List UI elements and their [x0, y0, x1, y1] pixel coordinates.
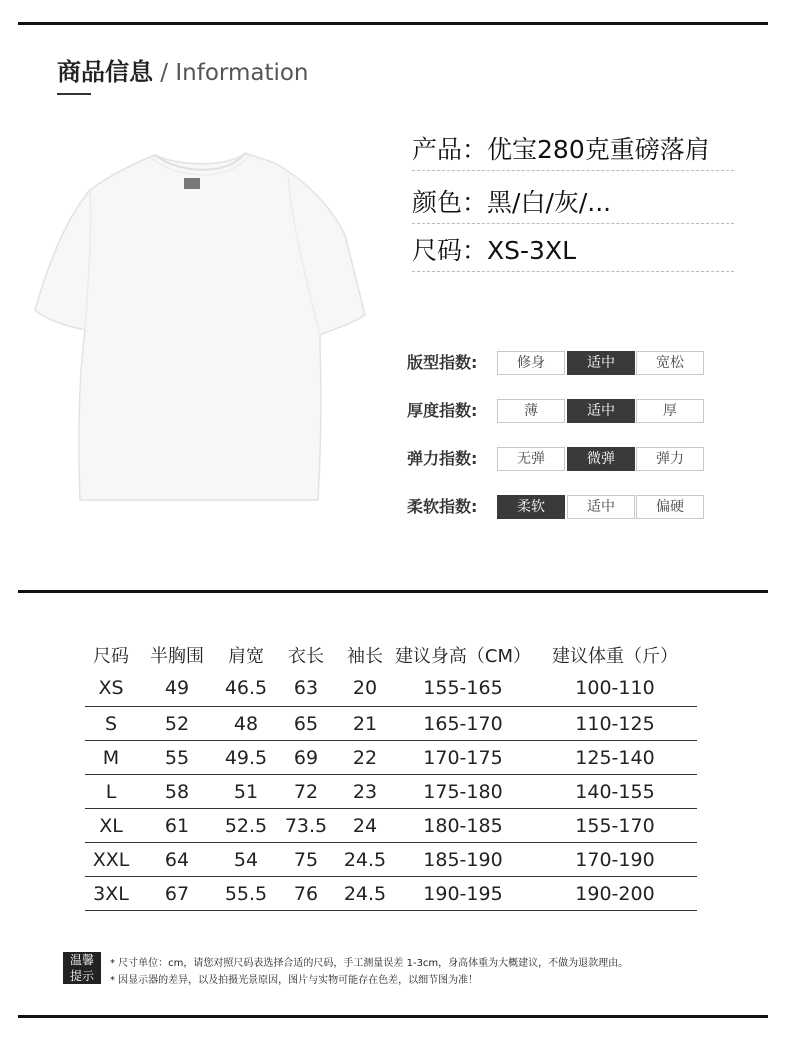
table-cell: 185-190 [393, 843, 533, 877]
table-cell: 23 [337, 775, 393, 809]
table-cell: 52.5 [217, 809, 275, 843]
table-cell: 155-165 [393, 670, 533, 707]
table-cell: 190-195 [393, 877, 533, 911]
product-name-row [412, 130, 734, 171]
table-cell: 170-190 [533, 843, 697, 877]
product-name-label: 产品： [412, 135, 488, 164]
table-cell: 49.5 [217, 741, 275, 775]
softness-option-soft: 柔软 [497, 495, 565, 519]
size-table-header [85, 640, 697, 670]
elasticity-index-label: 弹力指数: [407, 449, 478, 468]
table-cell: M [85, 741, 137, 775]
product-size-row [412, 231, 734, 272]
table-cell: 155-170 [533, 809, 697, 843]
tip-measurement-note: * 尺寸单位：cm，请您对照尺码表选择合适的尺码，手工测量误差 1-3cm，身高体重为大概建议，不做为退款理由。 [110, 958, 629, 969]
table-cell: 67 [137, 877, 217, 911]
table-cell: 24.5 [337, 843, 393, 877]
table-cell: S [85, 707, 137, 741]
thickness-option-medium: 适中 [567, 399, 635, 423]
table-cell: 51 [217, 775, 275, 809]
table-cell: 49 [137, 670, 217, 707]
middle-divider [18, 590, 768, 593]
thickness-option-thick: 厚 [636, 399, 704, 423]
table-cell: 52 [137, 707, 217, 741]
table-cell: XS [85, 670, 137, 707]
fit-option-loose: 宽松 [636, 351, 704, 375]
table-cell: 65 [275, 707, 337, 741]
table-row [85, 877, 697, 911]
section-title-cn: 商品信息 [57, 58, 153, 86]
table-cell: 73.5 [275, 809, 337, 843]
table-cell: 170-175 [393, 741, 533, 775]
elasticity-option-slight: 微弹 [567, 447, 635, 471]
header-size: 尺码 [93, 646, 129, 667]
table-row [85, 670, 697, 707]
tips-badge-line1: 温馨 [69, 953, 94, 967]
bottom-divider [18, 1015, 768, 1018]
tips-badge-line2: 提示 [69, 969, 94, 983]
table-cell: 54 [217, 843, 275, 877]
header-sleeve: 袖长 [347, 646, 383, 667]
elasticity-option-stretch: 弹力 [636, 447, 704, 471]
table-cell: 175-180 [393, 775, 533, 809]
fit-index-label: 版型指数: [407, 353, 478, 372]
softness-index-label: 柔软指数: [407, 497, 478, 516]
header-length: 衣长 [288, 646, 324, 667]
neck-label-icon [184, 178, 200, 189]
header-half-chest: 半胸围 [150, 646, 204, 667]
table-cell: 180-185 [393, 809, 533, 843]
table-cell: 24.5 [337, 877, 393, 911]
table-cell: XL [85, 809, 137, 843]
table-cell: 22 [337, 741, 393, 775]
table-cell: 190-200 [533, 877, 697, 911]
tip-color-note: * 因显示器的差异，以及拍摄光景原因，图片与实物可能存在色差，以细节图为准！ [110, 975, 479, 986]
table-cell: 100-110 [533, 670, 697, 707]
table-cell: 58 [137, 775, 217, 809]
product-color-row [412, 183, 734, 224]
table-row [85, 775, 697, 809]
table-cell: 140-155 [533, 775, 697, 809]
table-cell: 165-170 [393, 707, 533, 741]
product-color-label: 颜色： [412, 188, 488, 217]
table-cell: 21 [337, 707, 393, 741]
table-cell: 55 [137, 741, 217, 775]
table-cell: 61 [137, 809, 217, 843]
table-row [85, 707, 697, 741]
header-shoulder: 肩宽 [228, 646, 264, 667]
title-underline [57, 93, 91, 95]
product-color-value: 黑/白/灰/... [487, 188, 612, 217]
size-table [85, 640, 697, 911]
table-cell: L [85, 775, 137, 809]
product-size-label: 尺码： [412, 236, 488, 265]
table-cell: 24 [337, 809, 393, 843]
table-cell: 76 [275, 877, 337, 911]
table-cell: 125-140 [533, 741, 697, 775]
product-name-value: 优宝280克重磅落肩 [487, 135, 710, 164]
tshirt-image [30, 145, 380, 510]
section-title [57, 52, 309, 87]
section-title-en: / Information [153, 60, 309, 86]
table-cell: 48 [217, 707, 275, 741]
table-cell: 55.5 [217, 877, 275, 911]
table-cell: 3XL [85, 877, 137, 911]
table-row [85, 809, 697, 843]
header-weight: 建议体重（斤） [552, 646, 678, 667]
tips-badge [63, 952, 101, 984]
header-height: 建议身高（CM） [394, 646, 532, 667]
table-cell: 20 [337, 670, 393, 707]
table-cell: 69 [275, 741, 337, 775]
table-cell: 63 [275, 670, 337, 707]
fit-option-slim: 修身 [497, 351, 565, 375]
table-cell: 110-125 [533, 707, 697, 741]
table-cell: XXL [85, 843, 137, 877]
table-row [85, 843, 697, 877]
table-cell: 46.5 [217, 670, 275, 707]
softness-option-medium: 适中 [567, 495, 635, 519]
fit-option-regular: 适中 [567, 351, 635, 375]
table-row [85, 741, 697, 775]
table-cell: 75 [275, 843, 337, 877]
softness-option-hard: 偏硬 [636, 495, 704, 519]
table-cell: 72 [275, 775, 337, 809]
product-size-value: XS-3XL [487, 236, 576, 265]
thickness-option-thin: 薄 [497, 399, 565, 423]
top-divider [18, 22, 768, 25]
table-cell: 64 [137, 843, 217, 877]
thickness-index-label: 厚度指数: [407, 401, 478, 420]
elasticity-option-none: 无弹 [497, 447, 565, 471]
